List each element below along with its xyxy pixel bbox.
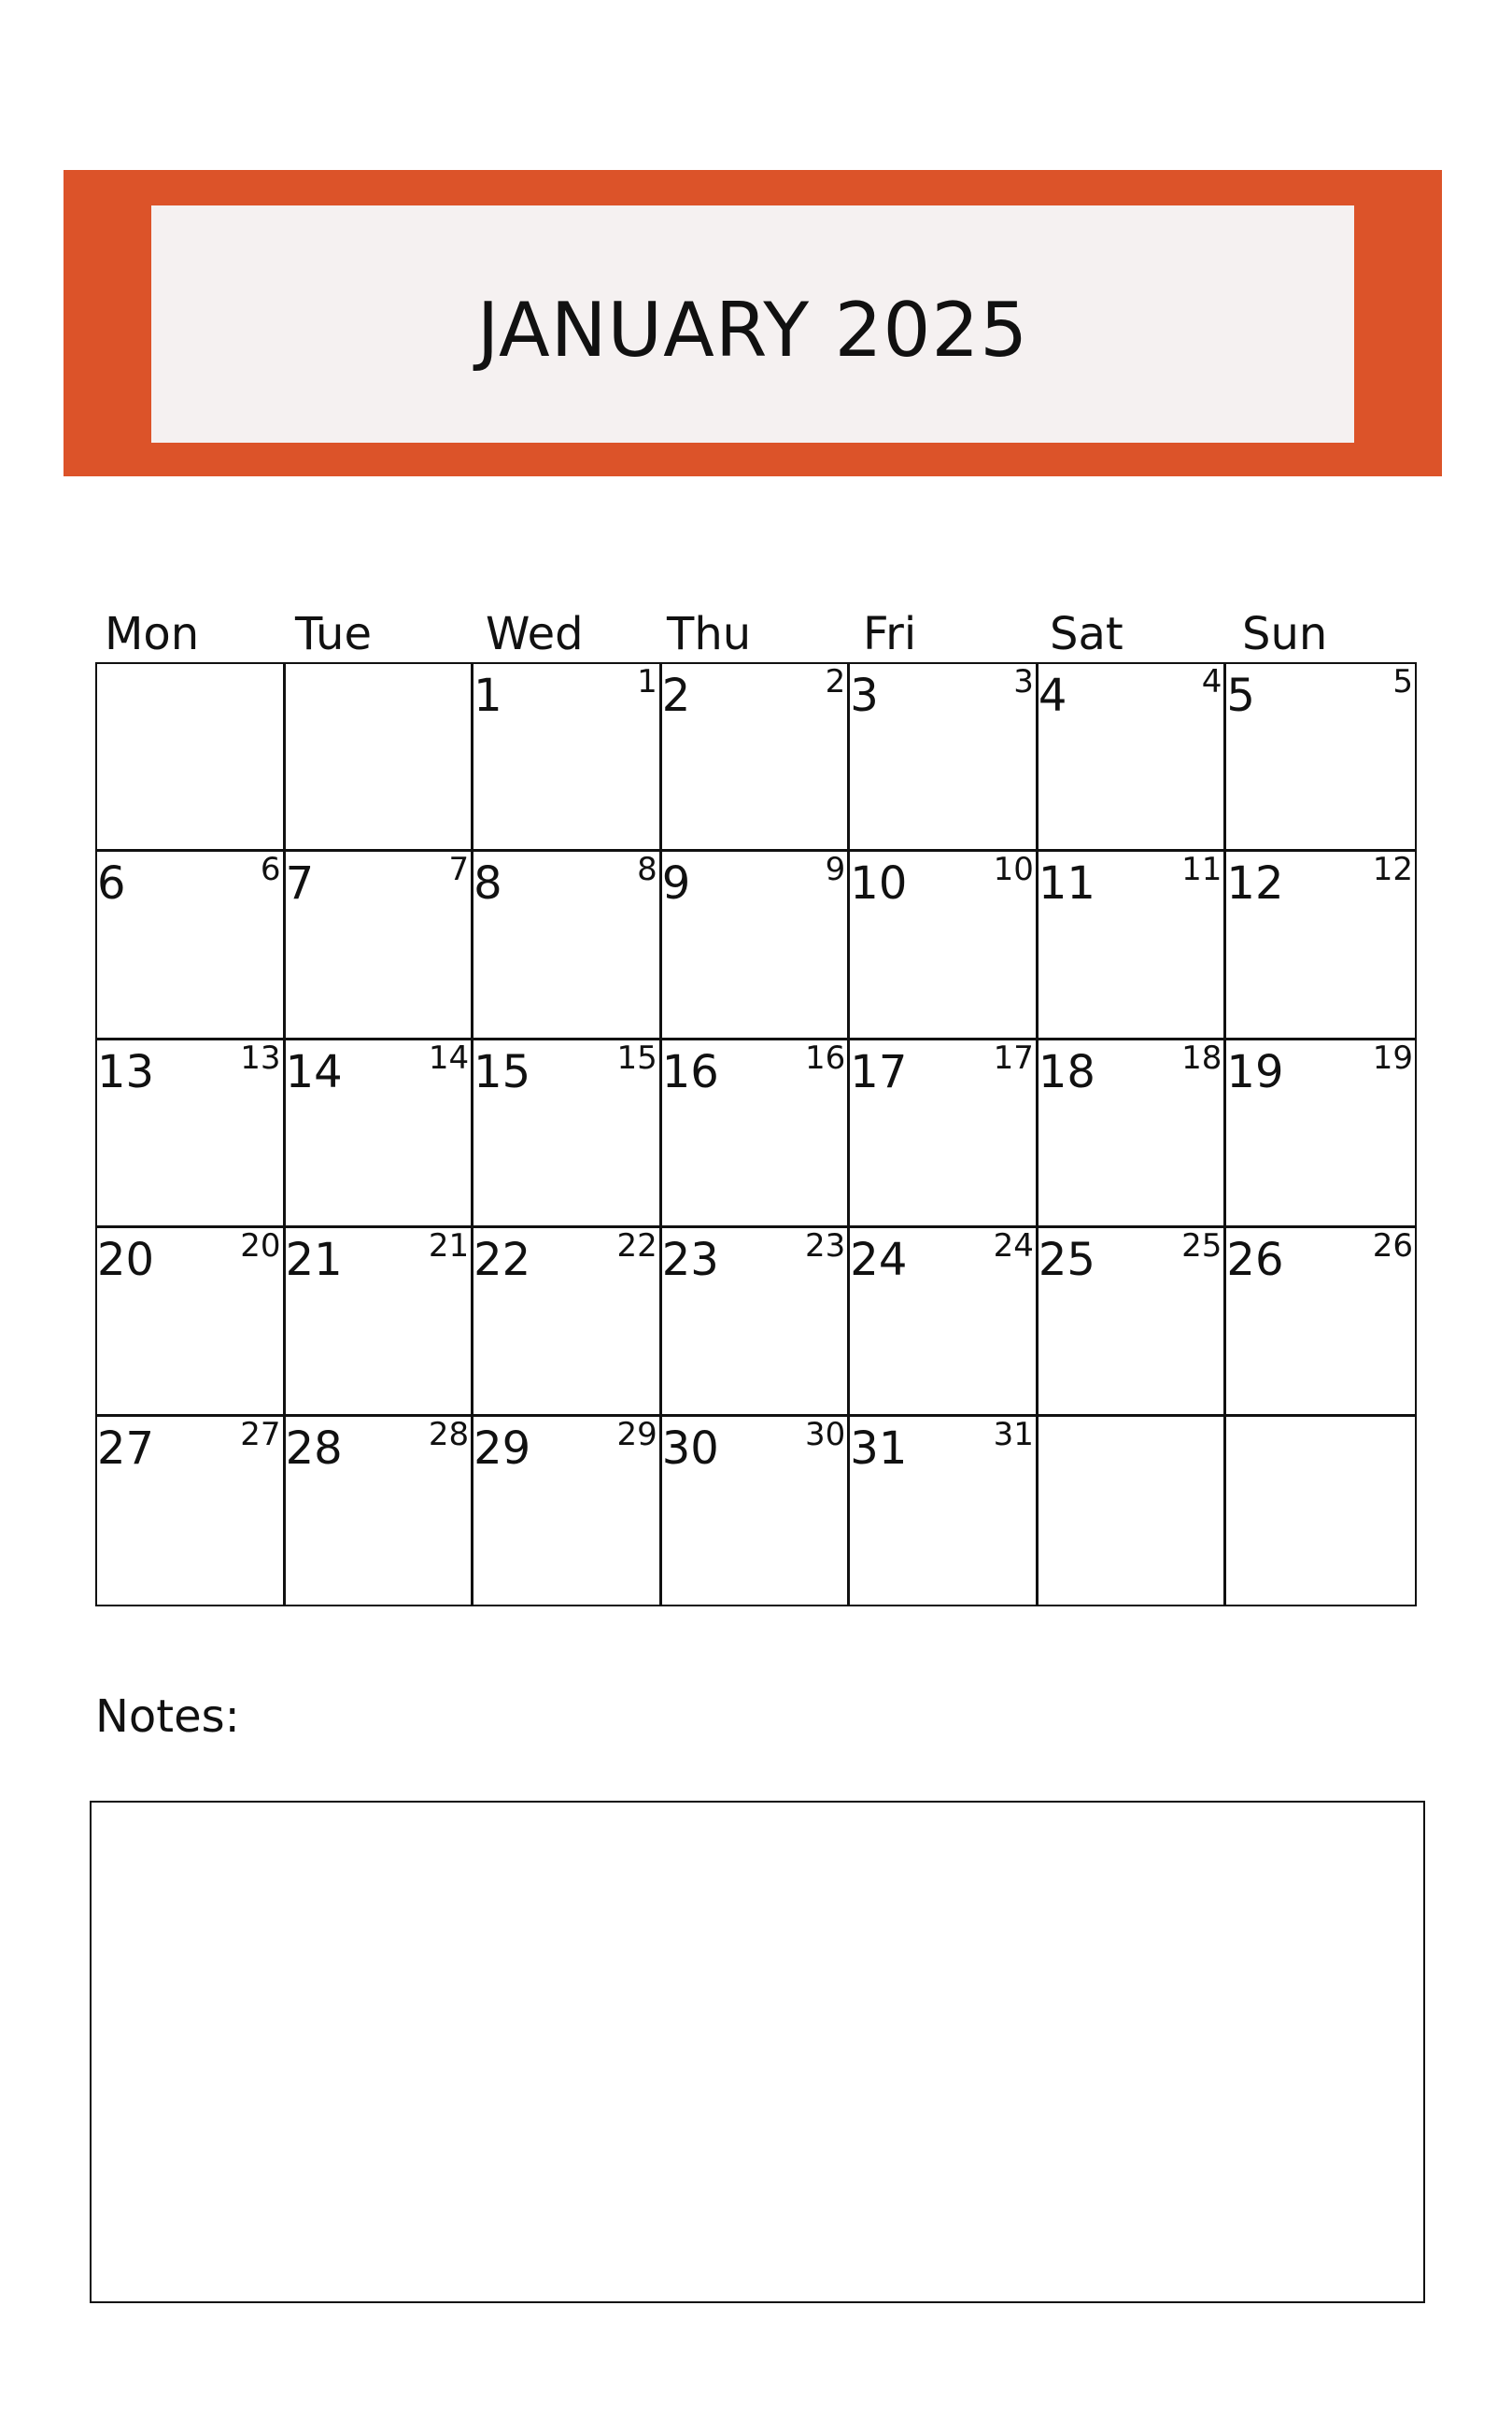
day-number-small: 1 — [637, 663, 657, 700]
day-number-small: 30 — [805, 1415, 846, 1453]
day-cell[interactable] — [473, 1040, 662, 1228]
day-number: 13 — [97, 1045, 155, 1098]
day-number-small: 20 — [240, 1227, 281, 1266]
day-number-small: 3 — [1013, 663, 1034, 700]
day-cell[interactable] — [1039, 1228, 1227, 1416]
day-cell[interactable] — [1226, 852, 1415, 1040]
day-number: 7 — [285, 857, 315, 911]
day-cell[interactable] — [662, 1228, 851, 1416]
day-number: 1 — [473, 670, 502, 722]
day-number: 11 — [1038, 857, 1095, 911]
day-number-small: 24 — [993, 1227, 1034, 1266]
day-cell[interactable] — [850, 1040, 1039, 1228]
day-cell[interactable] — [850, 852, 1039, 1040]
month-title: JANUARY 2025 — [476, 286, 1029, 374]
notes-box[interactable] — [90, 1801, 1425, 2303]
day-number: 10 — [850, 857, 908, 911]
day-number-small: 8 — [637, 851, 657, 889]
day-number: 18 — [1038, 1045, 1095, 1098]
day-number: 20 — [97, 1234, 155, 1287]
day-number: 4 — [1038, 670, 1067, 722]
day-number-small: 14 — [428, 1039, 470, 1077]
weekday-thu: Thu — [667, 608, 752, 660]
weekday-tue: Tue — [295, 608, 372, 660]
day-number-small: 4 — [1201, 663, 1222, 700]
day-number: 15 — [473, 1045, 531, 1098]
day-cell[interactable] — [662, 664, 851, 852]
day-number: 29 — [473, 1422, 531, 1475]
day-number: 3 — [850, 670, 879, 722]
day-cell[interactable] — [1039, 1417, 1227, 1605]
day-number: 12 — [1226, 857, 1284, 911]
day-number-small: 6 — [260, 851, 281, 889]
day-number-small: 13 — [240, 1039, 281, 1077]
day-cell[interactable] — [1226, 1417, 1415, 1605]
day-number: 8 — [473, 857, 502, 911]
day-number: 21 — [285, 1234, 343, 1287]
day-cell[interactable] — [850, 1228, 1039, 1416]
day-number-small: 11 — [1181, 851, 1222, 889]
weekday-fri: Fri — [863, 608, 917, 660]
day-number-small: 7 — [448, 851, 470, 889]
day-number-small: 21 — [428, 1227, 470, 1266]
day-cell[interactable] — [473, 664, 662, 852]
day-number-small: 15 — [616, 1039, 657, 1077]
day-number: 31 — [850, 1422, 908, 1475]
title-banner — [64, 170, 1442, 476]
day-number: 14 — [285, 1045, 343, 1098]
day-number-small: 25 — [1181, 1227, 1222, 1266]
day-cell[interactable] — [286, 664, 474, 852]
day-number: 23 — [661, 1234, 719, 1287]
day-number-small: 19 — [1372, 1039, 1413, 1077]
weekday-wed: Wed — [486, 608, 584, 660]
day-cell[interactable] — [1226, 1228, 1415, 1416]
day-number-small: 5 — [1392, 663, 1413, 700]
day-number-small: 22 — [616, 1227, 657, 1266]
day-cell[interactable] — [662, 1417, 851, 1605]
day-cell[interactable] — [1039, 852, 1227, 1040]
day-number-small: 2 — [825, 663, 846, 700]
day-cell[interactable] — [850, 1417, 1039, 1605]
weekday-sat: Sat — [1050, 608, 1123, 660]
day-number: 28 — [285, 1422, 343, 1475]
day-number: 22 — [473, 1234, 531, 1287]
day-cell[interactable] — [286, 1417, 474, 1605]
day-number-small: 18 — [1181, 1039, 1222, 1077]
day-cell[interactable] — [1039, 664, 1227, 852]
day-number: 24 — [850, 1234, 908, 1287]
day-cell[interactable] — [662, 1040, 851, 1228]
day-number: 19 — [1226, 1045, 1284, 1098]
day-cell[interactable] — [286, 1228, 474, 1416]
day-number: 6 — [97, 857, 126, 911]
day-cell[interactable] — [850, 664, 1039, 852]
day-cell[interactable] — [97, 1417, 286, 1605]
weekday-header — [95, 607, 1417, 661]
day-number: 27 — [97, 1422, 155, 1475]
day-number-small: 9 — [825, 851, 846, 889]
notes-label: Notes: — [95, 1690, 240, 1743]
day-cell[interactable] — [97, 664, 286, 852]
day-number-small: 26 — [1372, 1227, 1413, 1266]
day-cell[interactable] — [286, 852, 474, 1040]
day-cell[interactable] — [1226, 1040, 1415, 1228]
day-cell[interactable] — [1226, 664, 1415, 852]
day-number-small: 28 — [428, 1415, 470, 1453]
weekday-sun: Sun — [1242, 608, 1328, 660]
day-number-small: 12 — [1372, 851, 1413, 889]
day-cell[interactable] — [473, 852, 662, 1040]
day-number-small: 31 — [993, 1415, 1034, 1453]
day-cell[interactable] — [473, 1228, 662, 1416]
day-number-small: 23 — [805, 1227, 846, 1266]
weekday-mon: Mon — [105, 608, 200, 660]
day-number: 5 — [1226, 670, 1255, 722]
day-cell[interactable] — [286, 1040, 474, 1228]
day-number: 26 — [1226, 1234, 1284, 1287]
day-number: 9 — [661, 857, 691, 911]
title-panel — [151, 205, 1354, 443]
day-number: 25 — [1038, 1234, 1095, 1287]
day-number: 30 — [661, 1422, 719, 1475]
day-number: 17 — [850, 1045, 908, 1098]
day-number-small: 16 — [805, 1039, 846, 1077]
day-cell[interactable] — [97, 1228, 286, 1416]
day-cell[interactable] — [1039, 1040, 1227, 1228]
day-number-small: 27 — [240, 1415, 281, 1453]
day-number-small: 29 — [616, 1415, 657, 1453]
day-cell[interactable] — [97, 852, 286, 1040]
day-number-small: 17 — [993, 1039, 1034, 1077]
day-number-small: 10 — [993, 851, 1034, 889]
day-number: 16 — [661, 1045, 719, 1098]
day-number: 2 — [661, 670, 691, 722]
day-cell[interactable] — [662, 852, 851, 1040]
calendar-grid — [95, 662, 1417, 1606]
day-cell[interactable] — [97, 1040, 286, 1228]
day-cell[interactable] — [473, 1417, 662, 1605]
